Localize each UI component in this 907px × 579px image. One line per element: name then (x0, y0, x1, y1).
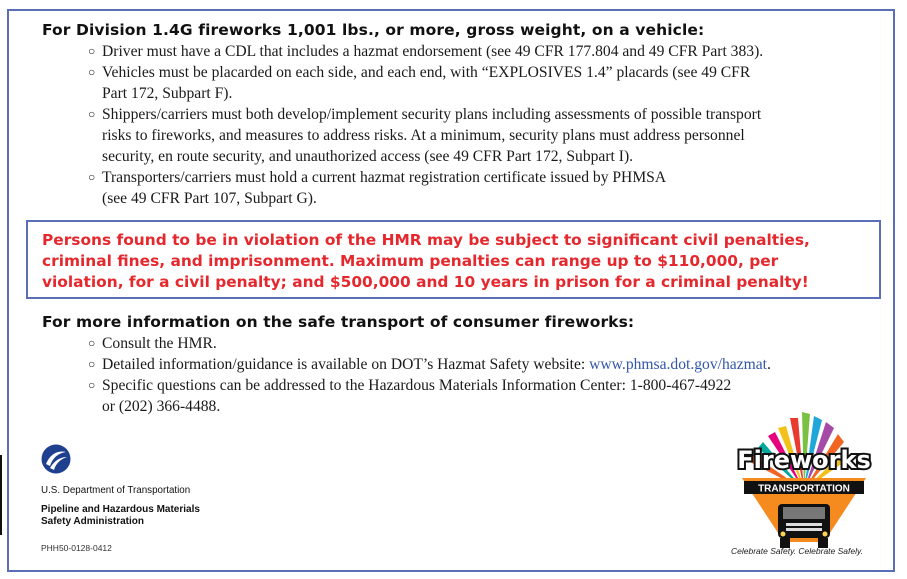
vehicle-requirements-list (88, 41, 868, 209)
document-code: PHH50-0128-0412 (41, 543, 112, 553)
penalty-warning-box (26, 220, 881, 299)
item-line: Part 172, Subpart F). (102, 85, 233, 102)
vehicle-section-heading: For Division 1.4G fireworks 1,001 lbs., or more, gross weight, on a vehicle: (42, 21, 705, 39)
administration-name-line2: Safety Administration (41, 516, 144, 527)
list-item (88, 62, 868, 104)
item-line: security, en route security, and unauthorized access (see 49 CFR Part 172, Subpart I). (102, 148, 634, 165)
item-line: Consult the HMR. (102, 335, 217, 352)
item-line: Vehicles must be placarded on each side, and each end, with “EXPLOSIVES 1.4” placards (see 49 CFR (102, 64, 751, 81)
bullet-icon: ○ (88, 44, 96, 58)
item-line: Specific questions can be addressed to the Hazardous Materials Information Center: 1-800-467-4922 (102, 377, 732, 394)
item-line: Driver must have a CDL that includes a hazmat endorsement (see 49 CFR 177.804 and 49 CFR Part 383). (102, 43, 764, 60)
warning-line: violation, for a civil penalty; and $500,000 and 10 years in prison for a criminal penalty! (42, 273, 809, 291)
list-item (88, 333, 878, 354)
dot-logo-icon (41, 444, 71, 474)
bullet-icon: ○ (88, 65, 96, 79)
logo-banner-text: TRANSPORTATION (758, 483, 850, 495)
administration-name-line1: Pipeline and Hazardous Materials (41, 504, 200, 515)
warning-line: Persons found to be in violation of the HMR may be subject to significant civil penalties, (42, 231, 810, 249)
item-line: Transporters/carriers must hold a current hazmat registration certificate issued by PHMSA (102, 169, 667, 186)
item-line: risks to fireworks, and measures to address risks. At a minimum, security plans must address personnel (102, 127, 745, 144)
bullet-icon: ○ (88, 357, 96, 371)
list-item (88, 167, 868, 209)
hazmat-website-link[interactable]: www.phmsa.dot.gov/hazmat (589, 356, 768, 373)
list-item (88, 41, 868, 62)
item-line: Shippers/carriers must both develop/implement security plans including assessments of possible transport (102, 106, 762, 123)
period-text: . (767, 356, 771, 373)
item-line: or (202) 366-4488. (102, 398, 221, 415)
department-name: U.S. Department of Transportation (41, 485, 191, 496)
bullet-icon: ○ (88, 336, 96, 350)
logo-title: Fireworks (737, 446, 871, 474)
bullet-icon: ○ (88, 378, 96, 392)
penalty-warning-text (42, 230, 810, 293)
warning-line: criminal fines, and imprisonment. Maximum penalties can range up to $110,000, per (42, 252, 779, 270)
fireworks-transportation-logo (728, 408, 880, 553)
item-line: (see 49 CFR Part 107, Subpart G). (102, 190, 317, 207)
edge-mark (0, 455, 2, 535)
list-item (88, 354, 878, 375)
info-list (88, 333, 878, 417)
item-line (102, 354, 878, 375)
website-text: Detailed information/guidance is available on DOT’s Hazmat Safety website: (102, 356, 590, 373)
logo-tagline: Celebrate Safety. Celebrate Safely. (731, 546, 863, 556)
info-section-heading: For more information on the safe transport of consumer fireworks: (42, 313, 635, 331)
bullet-icon: ○ (88, 170, 96, 184)
list-item (88, 104, 868, 167)
bullet-icon: ○ (88, 107, 96, 121)
